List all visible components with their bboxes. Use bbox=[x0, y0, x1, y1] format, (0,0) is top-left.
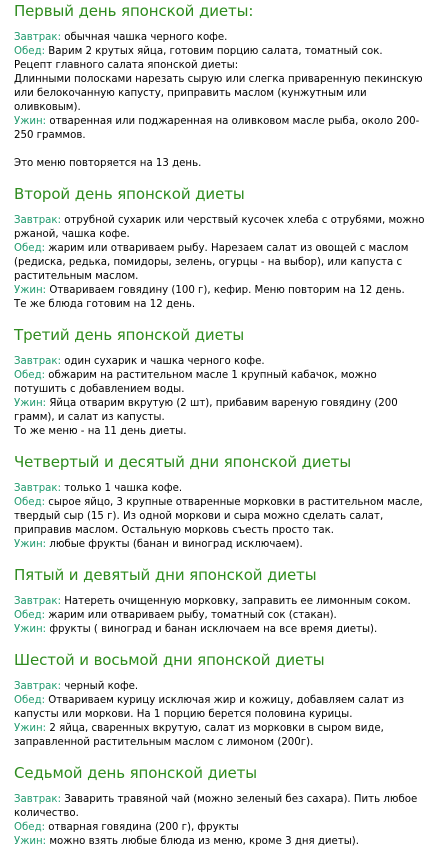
meal-label: Обед: bbox=[14, 695, 46, 706]
day-title: Седьмой день японской диеты bbox=[14, 764, 257, 782]
meal-label: Ужин: bbox=[14, 723, 47, 734]
meal-label: Ужин: bbox=[14, 116, 47, 127]
menu-line bbox=[14, 397, 425, 425]
menu-line bbox=[14, 115, 425, 143]
meal-label: Завтрак: bbox=[14, 215, 62, 226]
menu-line bbox=[14, 680, 425, 694]
meal-label: Обед: bbox=[14, 46, 46, 57]
day-title: Шестой и восьмой дни японской диеты bbox=[14, 651, 325, 669]
meal-text: черный кофе. bbox=[61, 681, 139, 692]
meal-text: жарим или отвариваем рыбу, томатный сок (стакан). bbox=[45, 610, 337, 621]
menu-line bbox=[14, 59, 425, 73]
day-menu bbox=[14, 31, 425, 171]
day-menu bbox=[14, 214, 425, 312]
day-section bbox=[14, 453, 425, 552]
meal-text: Отвариваем курицу исключая жир и кожицу, добавляем салат из капусты или моркови. На 1 порцию берется половина курицы. bbox=[14, 695, 405, 720]
meal-label: Завтрак: bbox=[14, 681, 62, 692]
meal-label: Завтрак: bbox=[14, 483, 62, 494]
meal-text: отваренная или поджаренная на оливковом масле рыба, около 200-250 граммов. bbox=[14, 116, 420, 141]
meal-text: фрукты ( виноград и банан исключаем на все время диеты). bbox=[46, 624, 378, 635]
meal-text: Рецепт главного салата японской диеты: bbox=[14, 60, 239, 71]
meal-text: отрубной сухарик или черствый кусочек хлеба с отрубями, можно ржаной, чашка кофе. bbox=[14, 215, 425, 240]
day-menu bbox=[14, 793, 425, 849]
menu-line bbox=[14, 284, 425, 298]
day-title: Четвертый и десятый дни японской диеты bbox=[14, 453, 352, 471]
menu-line bbox=[14, 482, 425, 496]
day-section bbox=[14, 566, 425, 637]
meal-label: Обед: bbox=[14, 610, 46, 621]
day-section bbox=[14, 185, 425, 312]
meal-text: жарим или отвариваем рыбу. Нарезаем салат из овощей с маслом (редиска, редька, помидоры, зелень, огурцы - на выбор), или капуста с растительным маслом. bbox=[14, 243, 409, 282]
meal-text: Яйца отварим вкрутую (2 шт), прибавим вареную говядину (200 грамм), и салат из капусты. bbox=[14, 398, 398, 423]
menu-line bbox=[14, 623, 425, 637]
menu-line bbox=[14, 496, 425, 538]
meal-text: Те же блюда готовим на 12 день. bbox=[14, 299, 196, 310]
menu-line bbox=[14, 369, 425, 397]
day-title: Второй день японской диеты bbox=[14, 185, 245, 203]
menu-line bbox=[14, 595, 425, 609]
day-menu bbox=[14, 355, 425, 439]
day-section bbox=[14, 651, 425, 750]
meal-label: Обед: bbox=[14, 370, 46, 381]
meal-label: Обед: bbox=[14, 243, 46, 254]
menu-line bbox=[14, 31, 425, 45]
menu-line bbox=[14, 694, 425, 722]
menu-line bbox=[14, 609, 425, 623]
meal-text: только 1 чашка кофе. bbox=[61, 483, 183, 494]
meal-text: обжарим на растительном масле 1 крупный кабачок, можно потушить с добавлением воды. bbox=[14, 370, 377, 395]
menu-line bbox=[14, 722, 425, 750]
meal-text: отварная говядина (200 г), фрукты bbox=[45, 822, 239, 833]
meal-text: любые фрукты (банан и виноград исключаем). bbox=[46, 539, 303, 550]
menu-line bbox=[14, 242, 425, 284]
menu-line bbox=[14, 73, 425, 115]
day-title: Пятый и девятый дни японской диеты bbox=[14, 566, 317, 584]
meal-label: Ужин: bbox=[14, 836, 47, 847]
meal-text: Заварить травяной чай (можно зеленый без сахара). Пить любое количество. bbox=[14, 794, 418, 819]
meal-text: То же меню - на 11 день диеты. bbox=[14, 426, 187, 437]
day-section bbox=[14, 764, 425, 849]
meal-label: Ужин: bbox=[14, 285, 47, 296]
menu-line bbox=[14, 821, 425, 835]
meal-label: Обед: bbox=[14, 822, 46, 833]
meal-text: можно взять любые блюда из меню, кроме 3 дня диеты). bbox=[46, 836, 360, 847]
menu-line bbox=[14, 425, 425, 439]
menu-line bbox=[14, 835, 425, 849]
day-section bbox=[14, 326, 425, 439]
menu-line bbox=[14, 298, 425, 312]
day-title: Третий день японской диеты bbox=[14, 326, 245, 344]
day-title: Первый день японской диеты: bbox=[14, 2, 254, 20]
day-section bbox=[14, 2, 425, 171]
meal-label: Ужин: bbox=[14, 398, 47, 409]
menu-line bbox=[14, 538, 425, 552]
meal-label: Ужин: bbox=[14, 624, 47, 635]
diet-article bbox=[0, 2, 435, 849]
meal-text: Отвариваем говядину (100 г), кефир. Меню повторим на 12 день. bbox=[46, 285, 405, 296]
day-menu bbox=[14, 595, 425, 637]
meal-label: Завтрак: bbox=[14, 596, 62, 607]
meal-text: Длинными полосками нарезать сырую или слегка приваренную пекинскую или белокочанную капусту, приправить маслом (кунжутным или оливковым). bbox=[14, 74, 423, 113]
meal-text: 2 яйца, сваренных вкрутую, салат из морковки в сыром виде, заправленной растительным маслом с лимоном (200г). bbox=[14, 723, 384, 748]
meal-text: один сухарик и чашка черного кофе. bbox=[61, 356, 265, 367]
meal-text: Натереть очищенную морковку, заправить ее лимонным соком. bbox=[61, 596, 411, 607]
day-menu bbox=[14, 680, 425, 750]
menu-line bbox=[14, 214, 425, 242]
meal-label: Завтрак: bbox=[14, 794, 62, 805]
day-menu bbox=[14, 482, 425, 552]
meal-label: Завтрак: bbox=[14, 356, 62, 367]
meal-text: сырое яйцо, 3 крупные отваренные морковки в растительном масле, твердый сыр (15 г). Из одной моркови и сыра можно сделать салат, приправив маслом. Остальную морковь съесть просто так. bbox=[14, 497, 423, 536]
repeat-note: Это меню повторяется на 13 день. bbox=[14, 158, 202, 169]
meal-label: Ужин: bbox=[14, 539, 47, 550]
meal-text: обычная чашка черного кофе. bbox=[61, 32, 228, 43]
meal-label: Обед: bbox=[14, 497, 46, 508]
meal-text: Варим 2 крутых яйца, готовим порцию салата, томатный сок. bbox=[45, 46, 383, 57]
meal-label: Завтрак: bbox=[14, 32, 62, 43]
menu-line bbox=[14, 45, 425, 59]
menu-line bbox=[14, 355, 425, 369]
menu-line bbox=[14, 793, 425, 821]
